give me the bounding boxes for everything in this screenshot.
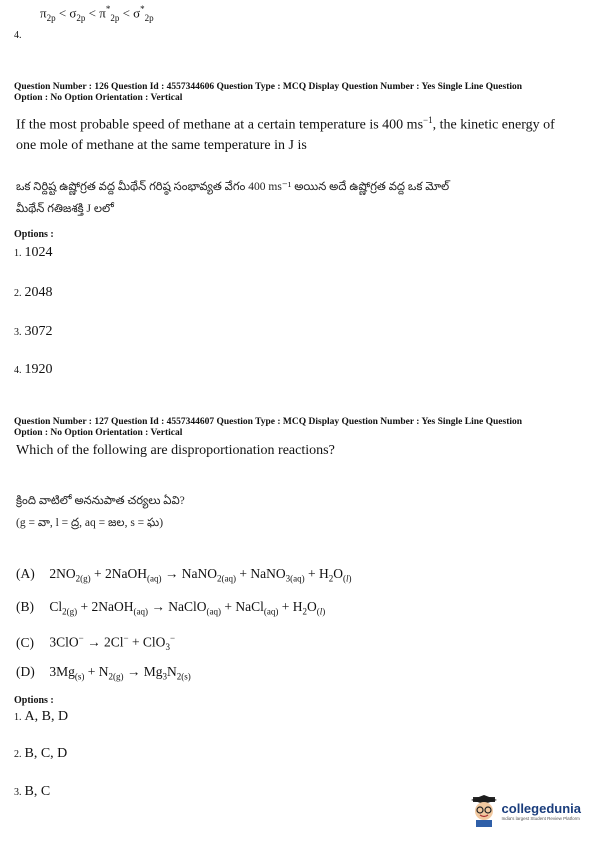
reaction-a: (A) $2NO_{2(g)}$ + 2NaOH$_{(aq)}$ → NaNO$_{2(aq)}$ + NaNO$_{3(aq)}$ + $H_2O_{(l)}$	[16, 566, 352, 584]
reaction-d: (D) $3Mg_{(s)} + N_{2(g)} \to Mg_3N_{2(s)}$	[16, 664, 191, 682]
q127-options-label: Options :	[14, 695, 54, 706]
q126-option-4[interactable]: 4. 1920	[14, 362, 53, 377]
logo-brand: collegedunia	[501, 801, 581, 816]
reaction-c: (C) 3ClO− → 2Cl− + ClO$_3$−	[16, 633, 176, 653]
previous-option-expression: $\pi_{2p} < \sigma_{2p} < \pi^*_{2p} < \sigma^*_{2p}$	[40, 4, 154, 23]
q126-option-1[interactable]: 1. 1024	[14, 245, 53, 260]
q127-stem: Which of the following are disproportionation reactions?	[16, 443, 335, 458]
q127-option-1[interactable]: 1. A, B, D	[14, 709, 69, 724]
q127-option-2[interactable]: 2. B, C, D	[14, 746, 68, 761]
q126-stem: If the most probable speed of methane at a certain temperature is 400 $ms^{-1}$, the kinetic energy of one mole of methane at the same temperature in J is	[16, 115, 555, 153]
q127-meta: Question Number : 127 Question Id : 4557344607 Question Type : MCQ Display Question Number : Yes Single Line Question Option : No Option Orientation : Vertical	[14, 417, 523, 438]
q127-option-3[interactable]: 3. B, C	[14, 784, 51, 799]
collegedunia-logo	[469, 795, 581, 827]
logo-tagline: India's largest Student Review Platform	[501, 816, 580, 821]
reaction-b: (B) $Cl_{2(g)}$ + 2NaOH$_{(aq)}$ → NaClO$_{(aq)}$ + NaCl$_{(aq)}$ + $H_2O_{(l)}$	[16, 599, 326, 617]
q126-meta: Question Number : 126 Question Id : 4557344606 Question Type : MCQ Display Question Number : Yes Single Line Question Option : No Option Orientation : Vertical	[14, 82, 523, 103]
q126-option-2[interactable]: 2. 2048	[14, 285, 53, 300]
q126-telugu: ఒక నిర్దిష్ట ఉష్ణోగ్రత వద్ద మీథేన్ గరిష్ఠ సంభావ్యత వేగం 400 ms⁻¹ అయిన అదే ఉష్ణోగ్రత వద్ద ఒక మోల్ మీథేన్ గతిజశక్తి J లలో	[16, 181, 450, 215]
q126-option-3[interactable]: 3. 3072	[14, 324, 53, 339]
previous-option-number: 4.	[14, 30, 22, 41]
q126-options-label: Options :	[14, 229, 54, 240]
student-mascot-icon	[469, 795, 499, 827]
q127-telugu: క్రింది వాటిలో అననుపాత చర్యలు ఏవి? (g = వా, l = ద్ర, aq = జల, s = ఘ)	[16, 495, 185, 529]
